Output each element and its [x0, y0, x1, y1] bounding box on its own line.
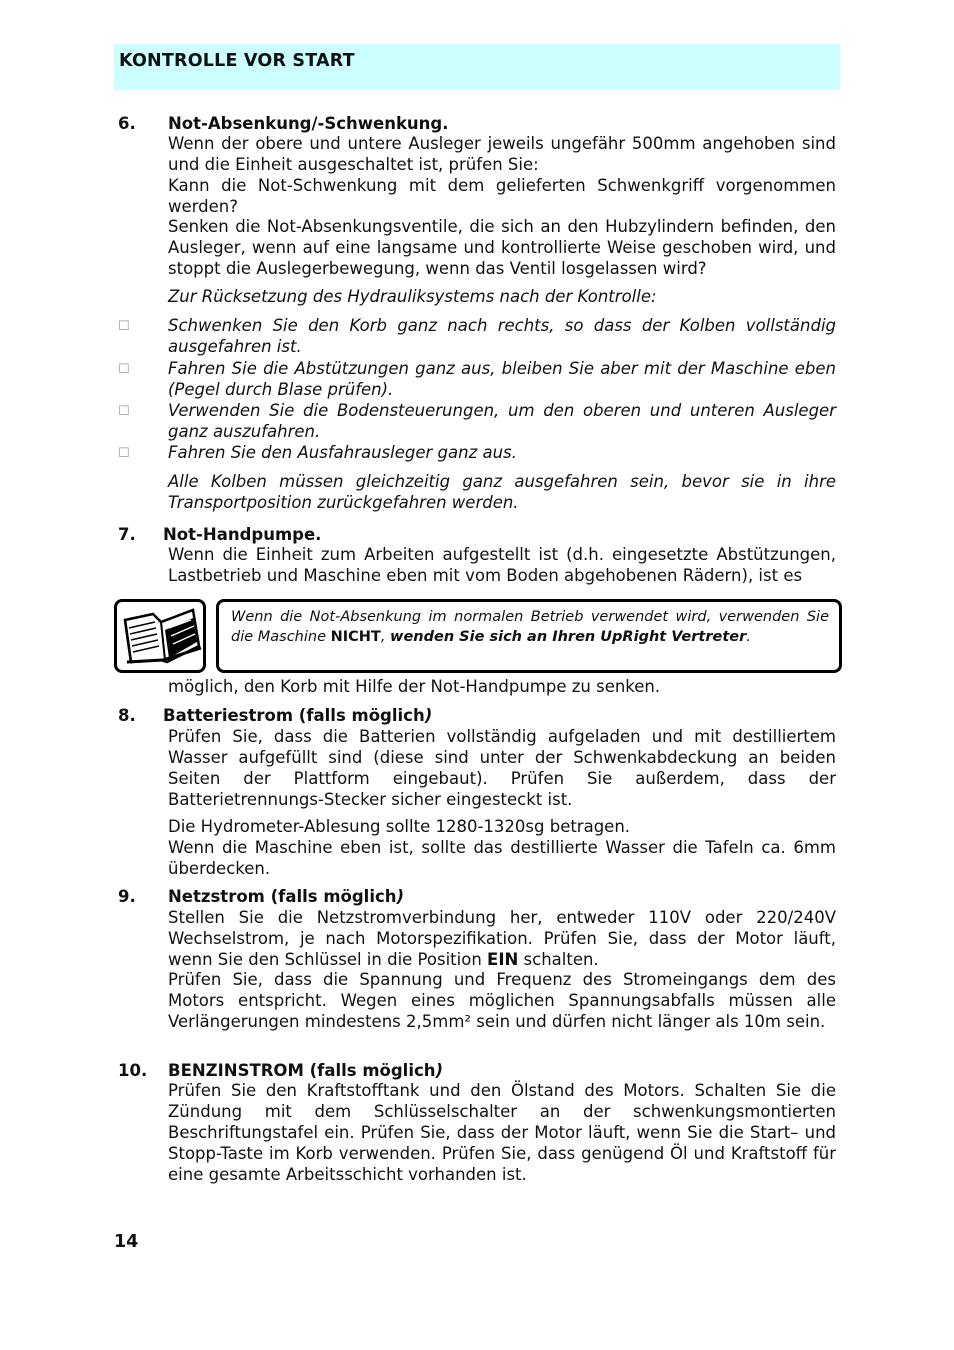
item-7-title: Not-Handpumpe.: [163, 525, 322, 544]
item-10-paragraph-1: Prüfen Sie den Kraftstofftank und den Ölstand des Motors. Schalten Sie die Zündung mit dem Schlüsselschalter an der schwenkungsmontierten Beschriftungstafel ein. Prüfen Sie, dass der Motor läuft, wenn Sie die Start– und Stopp-Taste im Korb verwenden. Prüfen Sie, dass genügend Öl und Kraftstoff für eine gesamte Arbeitsschicht vorhanden ist.: [168, 1081, 836, 1184]
item-9-title: Netzstrom (falls möglich): [168, 887, 405, 906]
section-header-bar: [114, 44, 840, 90]
item-8-paragraph-3: Wenn die Maschine eben ist, sollte das destillierte Wasser die Tafeln ca. 6mm überdecken.: [168, 838, 836, 878]
item-6-bullet-4: Fahren Sie den Ausfahrausleger ganz aus.: [168, 443, 517, 462]
item-6-bullet-1: Schwenken Sie den Korb ganz nach rechts, so dass der Kolben vollständig ausgefahren ist.: [168, 316, 836, 356]
item-6-reset-intro: Zur Rücksetzung des Hydrauliksystems nach der Kontrolle:: [168, 287, 657, 306]
item-9-paragraph-2: Prüfen Sie, dass die Spannung und Frequenz des Stromeingangs dem des Motors entspricht. Wegen eines möglichen Spannungsabfalls müssen alle Verlängerungen mindestens 2,5mm² sein und dürfen nicht länger als 10m sein.: [168, 970, 836, 1031]
item-6-bullet-2: Fahren Sie die Abstützungen ganz aus, bleiben Sie aber mit der Maschine eben (Pegel durch Blase prüfen).: [168, 359, 836, 399]
note-icon-box: [114, 599, 206, 673]
item-10-title: BENZINSTROM (falls möglich): [168, 1061, 444, 1080]
item-6-paragraph-1: Wenn der obere und untere Ausleger jeweils ungefähr 500mm angehoben sind und die Einheit ausgeschaltet ist, prüfen Sie:: [168, 134, 836, 174]
bullet-marker: ☐: [118, 446, 130, 461]
item-8-title: Batteriestrom (falls möglich): [163, 706, 433, 725]
item-number-9: 9.: [118, 887, 136, 906]
page-number: 14: [114, 1232, 139, 1252]
note-box: [216, 599, 842, 673]
item-number-8: 8.: [118, 706, 136, 725]
item-7-paragraph-continued: möglich, den Korb mit Hilfe der Not-Handpumpe zu senken.: [168, 677, 661, 696]
section-title: KONTROLLE VOR START: [119, 51, 355, 71]
item-6-paragraph-3: Senken die Not-Absenkungsventile, die sich an den Hubzylindern befinden, den Ausleger, wenn auf eine langsame und kontrollierte Weise geschoben wird, und stoppt die Auslegerbewegung, wenn das Ventil losgelassen wird?: [168, 217, 836, 278]
item-6-closing-note: Alle Kolben müssen gleichzeitig ganz ausgefahren sein, bevor sie in ihre Transportposition zurückgefahren werden.: [168, 472, 836, 512]
item-7-paragraph-1: Wenn die Einheit zum Arbeiten aufgestellt ist (d.h. eingesetzte Abstützungen, Lastbetrieb und Maschine eben mit vom Boden abgehobenen Rädern), ist es: [168, 545, 836, 585]
item-9-paragraph-1: Stellen Sie die Netzstromverbindung her, entweder 110V oder 220/240V Wechselstrom, je nach Motorspezifikation. Prüfen Sie, dass der Motor läuft, wenn Sie den Schlüssel in die Position EIN schalten.: [168, 908, 836, 969]
item-8-paragraph-2: Die Hydrometer-Ablesung sollte 1280-1320sg betragen.: [168, 817, 631, 836]
bullet-marker: ☐: [118, 319, 130, 334]
bullet-marker: ☐: [118, 404, 130, 419]
item-number-6: 6.: [118, 114, 136, 133]
item-number-10: 10.: [118, 1061, 148, 1080]
book-icon: [117, 602, 203, 670]
bullet-marker: ☐: [118, 362, 130, 377]
item-6-title: Not-Absenkung/-Schwenkung.: [168, 114, 449, 133]
item-8-paragraph-1: Prüfen Sie, dass die Batterien vollständig aufgeladen und mit destilliertem Wasser aufgefüllt sind (diese sind unter der Schwenkabdeckung an beiden Seiten der Plattform eingebaut). Prüfen Sie außerdem, dass der Batterietrennungs-Stecker sicher eingesteckt ist.: [168, 727, 836, 809]
item-6-bullet-3: Verwenden Sie die Bodensteuerungen, um den oberen und unteren Ausleger ganz auszufahren.: [168, 401, 836, 441]
item-number-7: 7.: [118, 525, 136, 544]
item-6-paragraph-2: Kann die Not-Schwenkung mit dem gelieferten Schwenkgriff vorgenommen werden?: [168, 176, 836, 216]
note-text: Wenn die Not-Absenkung im normalen Betrieb verwendet wird, verwenden Sie die Maschine NICHT, wenden Sie sich an Ihren UpRight Vertreter.: [231, 609, 829, 645]
